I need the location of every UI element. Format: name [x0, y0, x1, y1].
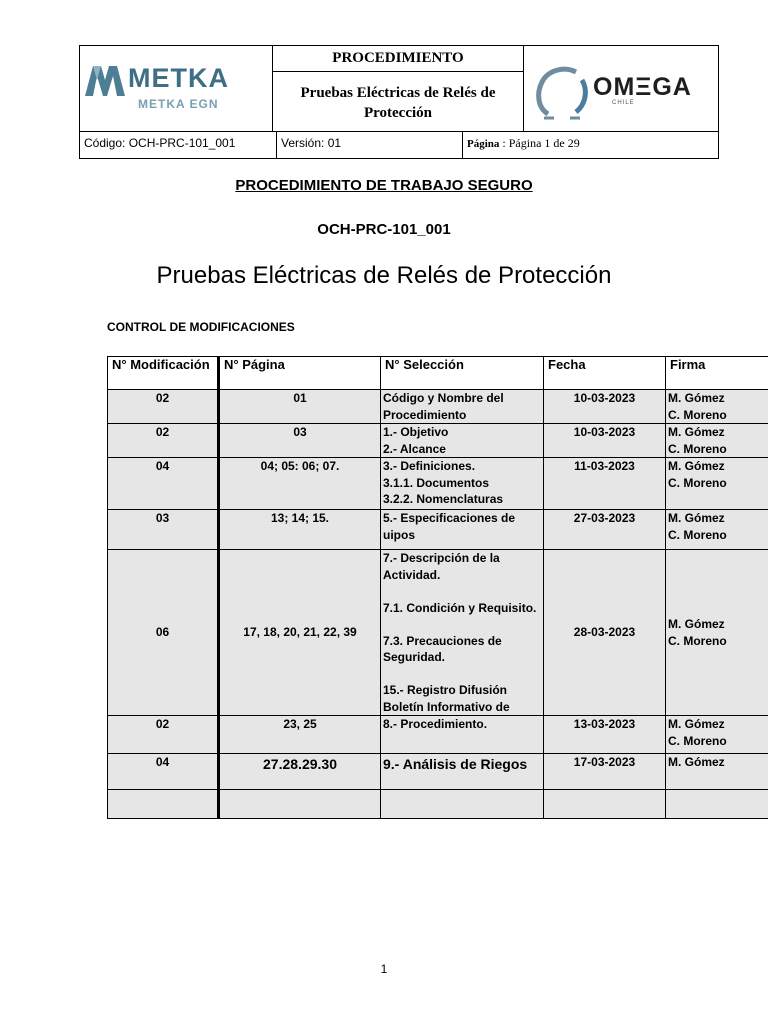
cell-firma	[666, 790, 768, 819]
table-row	[108, 424, 768, 458]
cell-pagina: 04; 05: 06; 07.	[219, 458, 381, 510]
cell-fecha: 17-03-2023	[544, 754, 666, 790]
page-value: : Página 1 de 29	[502, 136, 580, 150]
doc-code-cell: Código: OCH-PRC-101_001	[80, 132, 277, 159]
section-heading: CONTROL DE MODIFICACIONES	[107, 320, 295, 334]
cell-pagina: 01	[219, 390, 381, 424]
cell-firma: M. Gómez C. Moreno	[666, 424, 768, 458]
document-type-title: PROCEDIMIENTO DE TRABAJO SEGURO	[235, 177, 533, 194]
cell-firma: M. Gómez C. Moreno	[666, 390, 768, 424]
col-header-pagina: N° Página	[219, 357, 381, 390]
header-info-row	[80, 131, 718, 159]
table-header-row	[108, 357, 768, 390]
cell-modificacion	[108, 790, 219, 819]
cell-fecha: 28-03-2023	[544, 550, 666, 716]
cell-fecha: 10-03-2023	[544, 390, 666, 424]
cell-fecha	[544, 790, 666, 819]
doc-version-cell: Versión: 01	[277, 132, 463, 159]
cell-modificacion: 03	[108, 510, 219, 550]
table-row	[108, 458, 768, 510]
cell-modificacion: 02	[108, 390, 219, 424]
cell-fecha: 27-03-2023	[544, 510, 666, 550]
cell-modificacion: 04	[108, 458, 219, 510]
cell-firma: M. Gómez C. Moreno	[666, 458, 768, 510]
doc-page-cell	[463, 132, 718, 159]
page-number: 1	[380, 962, 388, 976]
cell-seleccion: 8.- Procedimiento.	[381, 716, 544, 754]
cell-firma: M. Gómez C. Moreno	[666, 510, 768, 550]
cell-fecha: 13-03-2023	[544, 716, 666, 754]
doc-kind: PROCEDIMIENTO	[273, 46, 523, 72]
document-header	[79, 45, 719, 159]
cell-modificacion: 02	[108, 716, 219, 754]
table-row	[108, 790, 768, 819]
document-code: OCH-PRC-101_001	[317, 221, 451, 238]
metka-name: METKA	[128, 63, 229, 93]
cell-modificacion: 02	[108, 424, 219, 458]
cell-seleccion: 5.- Especificaciones de uipos	[381, 510, 544, 550]
cell-firma: M. Gómez C. Moreno	[666, 716, 768, 754]
page-label: Página	[467, 138, 500, 150]
metka-subtitle: METKA EGN	[138, 97, 219, 111]
omega-logo	[524, 46, 719, 131]
cell-pagina: 17, 18, 20, 21, 22, 39	[219, 550, 381, 716]
header-doc-title: Pruebas Eléctricas de Relés de Protección	[300, 85, 496, 121]
col-header-modificacion: N° Modificación	[108, 357, 219, 390]
cell-pagina: 13; 14; 15.	[219, 510, 381, 550]
table-row	[108, 550, 768, 716]
omega-subtitle: CHILE	[612, 100, 635, 106]
table-row	[108, 390, 768, 424]
cell-seleccion: 9.- Análisis de Riegos	[381, 754, 544, 790]
table-row	[108, 754, 768, 790]
cell-seleccion: 3.- Definiciones. 3.1.1. Documentos 3.2.2. Nomenclaturas	[381, 458, 544, 510]
cell-seleccion: 7.- Descripción de la Actividad. 7.1. Condición y Requisito. 7.3. Precauciones de Seguridad. 15.- Registro Difusión Boletín Informativo de	[381, 550, 544, 716]
cell-seleccion: 1.- Objetivo 2.- Alcance	[381, 424, 544, 458]
cell-modificacion: 06	[108, 550, 219, 716]
cell-firma: M. Gómez	[666, 754, 768, 790]
cell-seleccion	[381, 790, 544, 819]
header-title-cell	[273, 46, 524, 131]
cell-pagina: 27.28.29.30	[219, 754, 381, 790]
col-header-seleccion: N° Selección	[381, 357, 544, 390]
modifications-table	[107, 356, 768, 819]
omega-icon	[534, 64, 590, 120]
cell-modificacion: 04	[108, 754, 219, 790]
cell-firma: M. Gómez C. Moreno	[666, 550, 768, 716]
table-row	[108, 510, 768, 550]
omega-name: OMΞGA	[593, 73, 692, 101]
cell-seleccion: Código y Nombre del Procedimiento	[381, 390, 544, 424]
col-header-firma: Firma	[666, 357, 768, 390]
table-row	[108, 716, 768, 754]
metka-logo	[80, 46, 273, 131]
metka-m-icon	[85, 66, 125, 96]
cell-fecha: 10-03-2023	[544, 424, 666, 458]
document-title: Pruebas Eléctricas de Relés de Protección	[156, 262, 612, 289]
cell-pagina: 23, 25	[219, 716, 381, 754]
cell-pagina	[219, 790, 381, 819]
col-header-fecha: Fecha	[544, 357, 666, 390]
cell-pagina: 03	[219, 424, 381, 458]
cell-fecha: 11-03-2023	[544, 458, 666, 510]
